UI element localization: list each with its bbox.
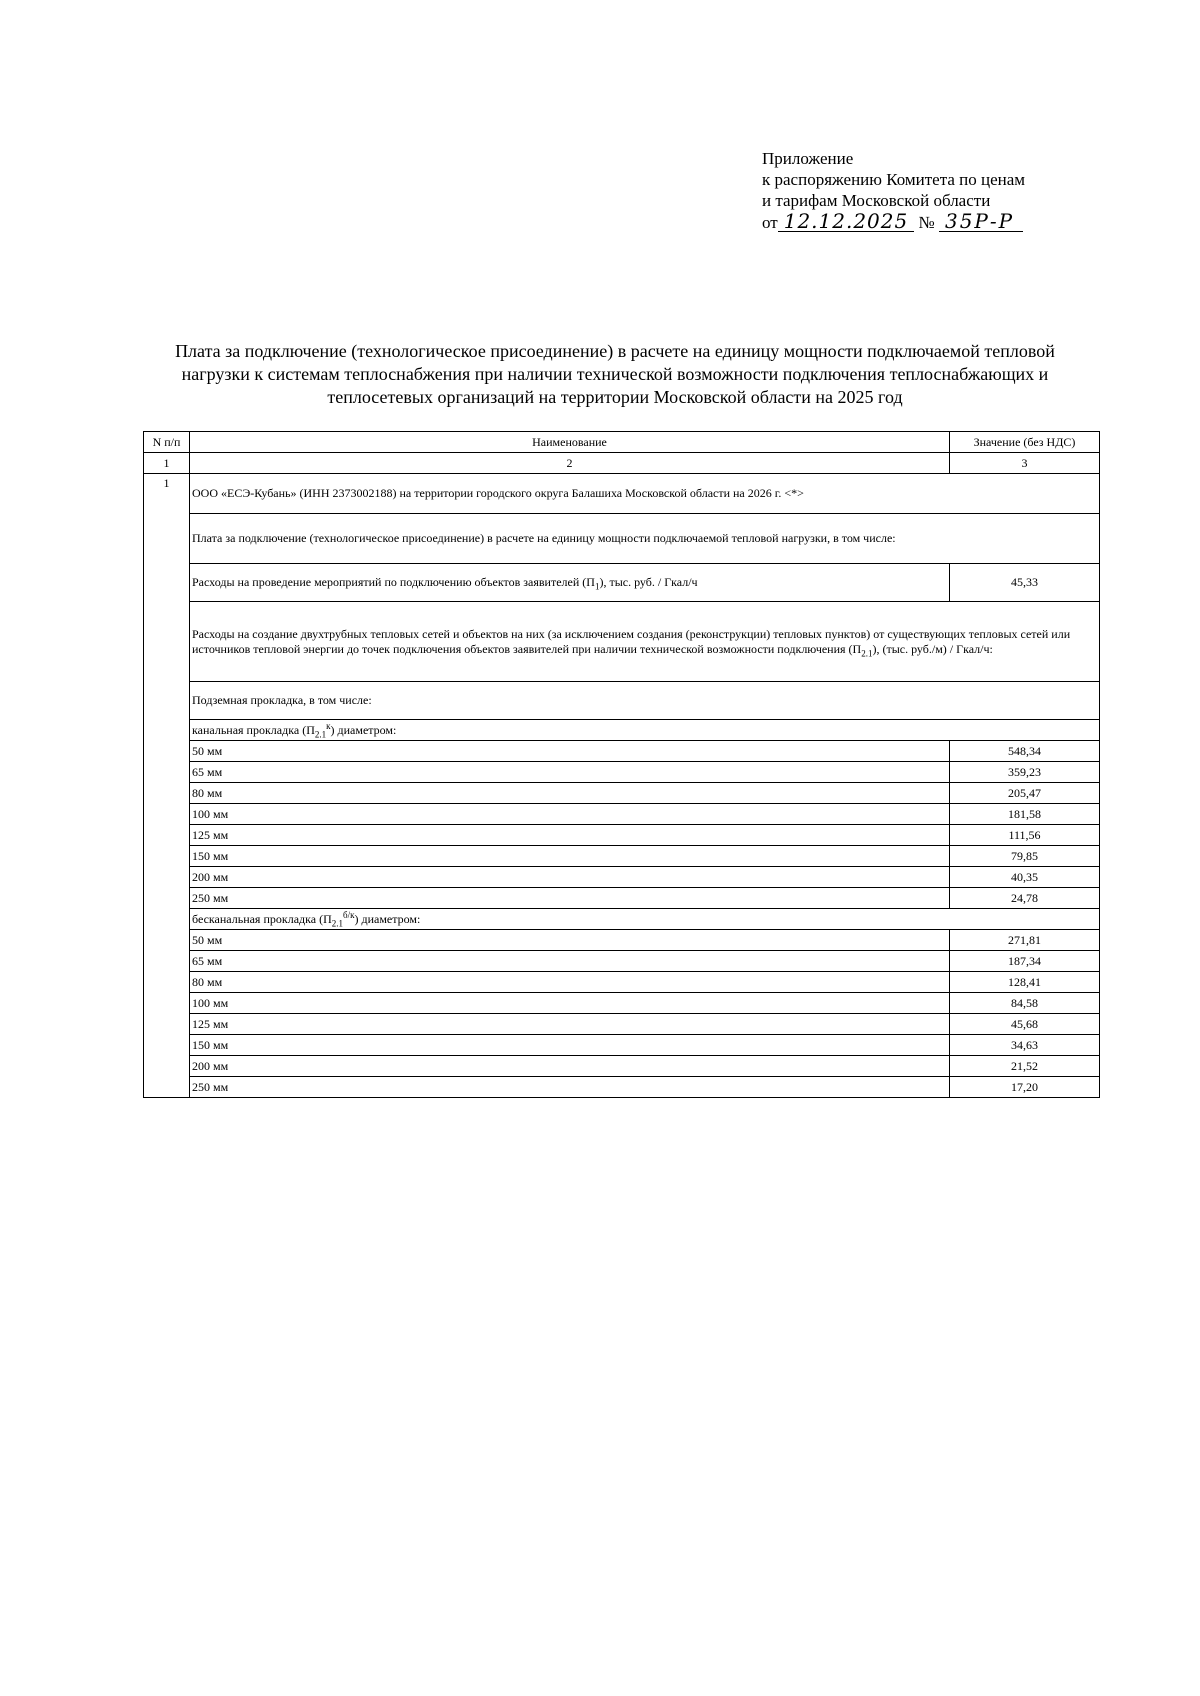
value-cell: 79,85 [950, 846, 1100, 867]
value-cell: 205,47 [950, 783, 1100, 804]
numbering-col-1: 1 [144, 453, 190, 474]
diameter-cell: 250 мм [190, 1077, 950, 1098]
channelless-label-sub: 2.1 [331, 917, 344, 928]
handwritten-date: 12.12.2025 [778, 211, 915, 232]
from-label: от [762, 213, 778, 232]
table-row [144, 804, 1100, 825]
diameter-cell: 100 мм [190, 993, 950, 1014]
p1-label [190, 564, 950, 602]
underground-label: Подземная прокладка, в том числе: [190, 682, 1100, 720]
table-numbering-row [144, 453, 1100, 474]
table-row [144, 972, 1100, 993]
underground-row [144, 682, 1100, 720]
value-cell: 111,56 [950, 825, 1100, 846]
channel-header-row [144, 720, 1100, 741]
table-row [144, 762, 1100, 783]
value-cell: 45,68 [950, 1014, 1100, 1035]
appendix-line-3: и тарифам Московской области [762, 191, 991, 210]
p1-label-after: ), тыс. руб. / Гкал/ч [599, 575, 698, 589]
channelless-label-after: ) диаметром: [354, 911, 421, 926]
p1-label-before: Расходы на проведение мероприятий по подключению объектов заявителей (П [192, 575, 595, 589]
table-row [144, 783, 1100, 804]
diameter-cell: 200 мм [190, 1056, 950, 1077]
diameter-cell: 80 мм [190, 783, 950, 804]
channelless-header-row [144, 909, 1100, 930]
number-label: № [918, 213, 935, 232]
diameter-cell: 125 мм [190, 825, 950, 846]
row-number: 1 [144, 474, 190, 1098]
value-cell: 84,58 [950, 993, 1100, 1014]
channel-label-sub: 2.1 [314, 728, 327, 739]
table-row [144, 1014, 1100, 1035]
diameter-cell: 125 мм [190, 1014, 950, 1035]
channelless-label [190, 909, 1100, 930]
table-row [144, 1035, 1100, 1056]
value-cell: 359,23 [950, 762, 1100, 783]
diameter-cell: 150 мм [190, 1035, 950, 1056]
value-cell: 34,63 [950, 1035, 1100, 1056]
table-row [144, 846, 1100, 867]
table-row [144, 867, 1100, 888]
fee-intro: Плата за подключение (технологическое присоединение) в расчете на единицу мощности подключаемой тепловой нагрузки, в том числе: [190, 514, 1100, 564]
table-row [144, 888, 1100, 909]
fee-intro-row [144, 514, 1100, 564]
value-cell: 181,58 [950, 804, 1100, 825]
document-title: Плата за подключение (технологическое присоединение) в расчете на единицу мощности подключаемой тепловой нагрузки к системам теплоснабжения при наличии технической возможности подключения теплоснабжающих и теплосетевых организаций на территории Московской области на 2025 год [175, 341, 1055, 407]
p1-value: 45,33 [950, 564, 1100, 602]
value-cell: 21,52 [950, 1056, 1100, 1077]
appendix-block [762, 148, 1025, 233]
org-row [144, 474, 1100, 514]
diameter-cell: 50 мм [190, 930, 950, 951]
p1-row [144, 564, 1100, 602]
table-row [144, 951, 1100, 972]
header-col-number: N п/п [144, 432, 190, 453]
org-name: ООО «ЕСЭ-Кубань» (ИНН 2373002188) на территории городского округа Балашиха Московской области на 2026 г. <*> [190, 474, 1100, 514]
value-cell: 40,35 [950, 867, 1100, 888]
value-cell: 187,34 [950, 951, 1100, 972]
p21-row [144, 602, 1100, 682]
value-cell: 271,81 [950, 930, 1100, 951]
p21-label [190, 602, 1100, 682]
table-row [144, 993, 1100, 1014]
channel-label-sup: к [326, 720, 331, 731]
table-row [144, 1077, 1100, 1098]
value-cell: 548,34 [950, 741, 1100, 762]
numbering-col-3: 3 [950, 453, 1100, 474]
diameter-cell: 65 мм [190, 762, 950, 783]
p1-label-sub: 1 [594, 581, 600, 592]
diameter-cell: 100 мм [190, 804, 950, 825]
value-cell: 128,41 [950, 972, 1100, 993]
tariff-table [143, 431, 1100, 1098]
table-row [144, 741, 1100, 762]
header-col-name: Наименование [190, 432, 950, 453]
table-header-row [144, 432, 1100, 453]
handwritten-number: 35Р-Р [939, 211, 1023, 232]
diameter-cell: 80 мм [190, 972, 950, 993]
diameter-cell: 150 мм [190, 846, 950, 867]
diameter-cell: 200 мм [190, 867, 950, 888]
channel-label-before: канальная прокладка (П [192, 722, 315, 737]
diameter-cell: 50 мм [190, 741, 950, 762]
table-row [144, 930, 1100, 951]
channel-label-after: ) диаметром: [330, 722, 397, 737]
diameter-cell: 250 мм [190, 888, 950, 909]
numbering-col-2: 2 [190, 453, 950, 474]
p21-label-after: ), (тыс. руб./м) / Гкал/ч: [872, 641, 993, 656]
table-row [144, 825, 1100, 846]
channelless-label-sup: б/к [343, 909, 355, 920]
appendix-date-number [762, 211, 1025, 233]
value-cell: 17,20 [950, 1077, 1100, 1098]
p21-label-sub: 2.1 [861, 647, 873, 658]
table-row [144, 1056, 1100, 1077]
appendix-line-2: к распоряжению Комитета по ценам [762, 170, 1026, 189]
channel-label [190, 720, 1100, 741]
channelless-label-before: бесканальная прокладка (П [192, 911, 332, 926]
appendix-line-1: Приложение [762, 149, 854, 168]
header-col-value: Значение (без НДС) [950, 432, 1100, 453]
diameter-cell: 65 мм [190, 951, 950, 972]
p21-label-before: Расходы на создание двухтрубных тепловых сетей и объектов на них (за исключением создания (реконструкции) тепловых пунктов) от существующих тепловых сетей или источников тепловой энергии до точек подключения объектов заявителей при наличии технической возможности подключения (П [192, 626, 1071, 656]
value-cell: 24,78 [950, 888, 1100, 909]
